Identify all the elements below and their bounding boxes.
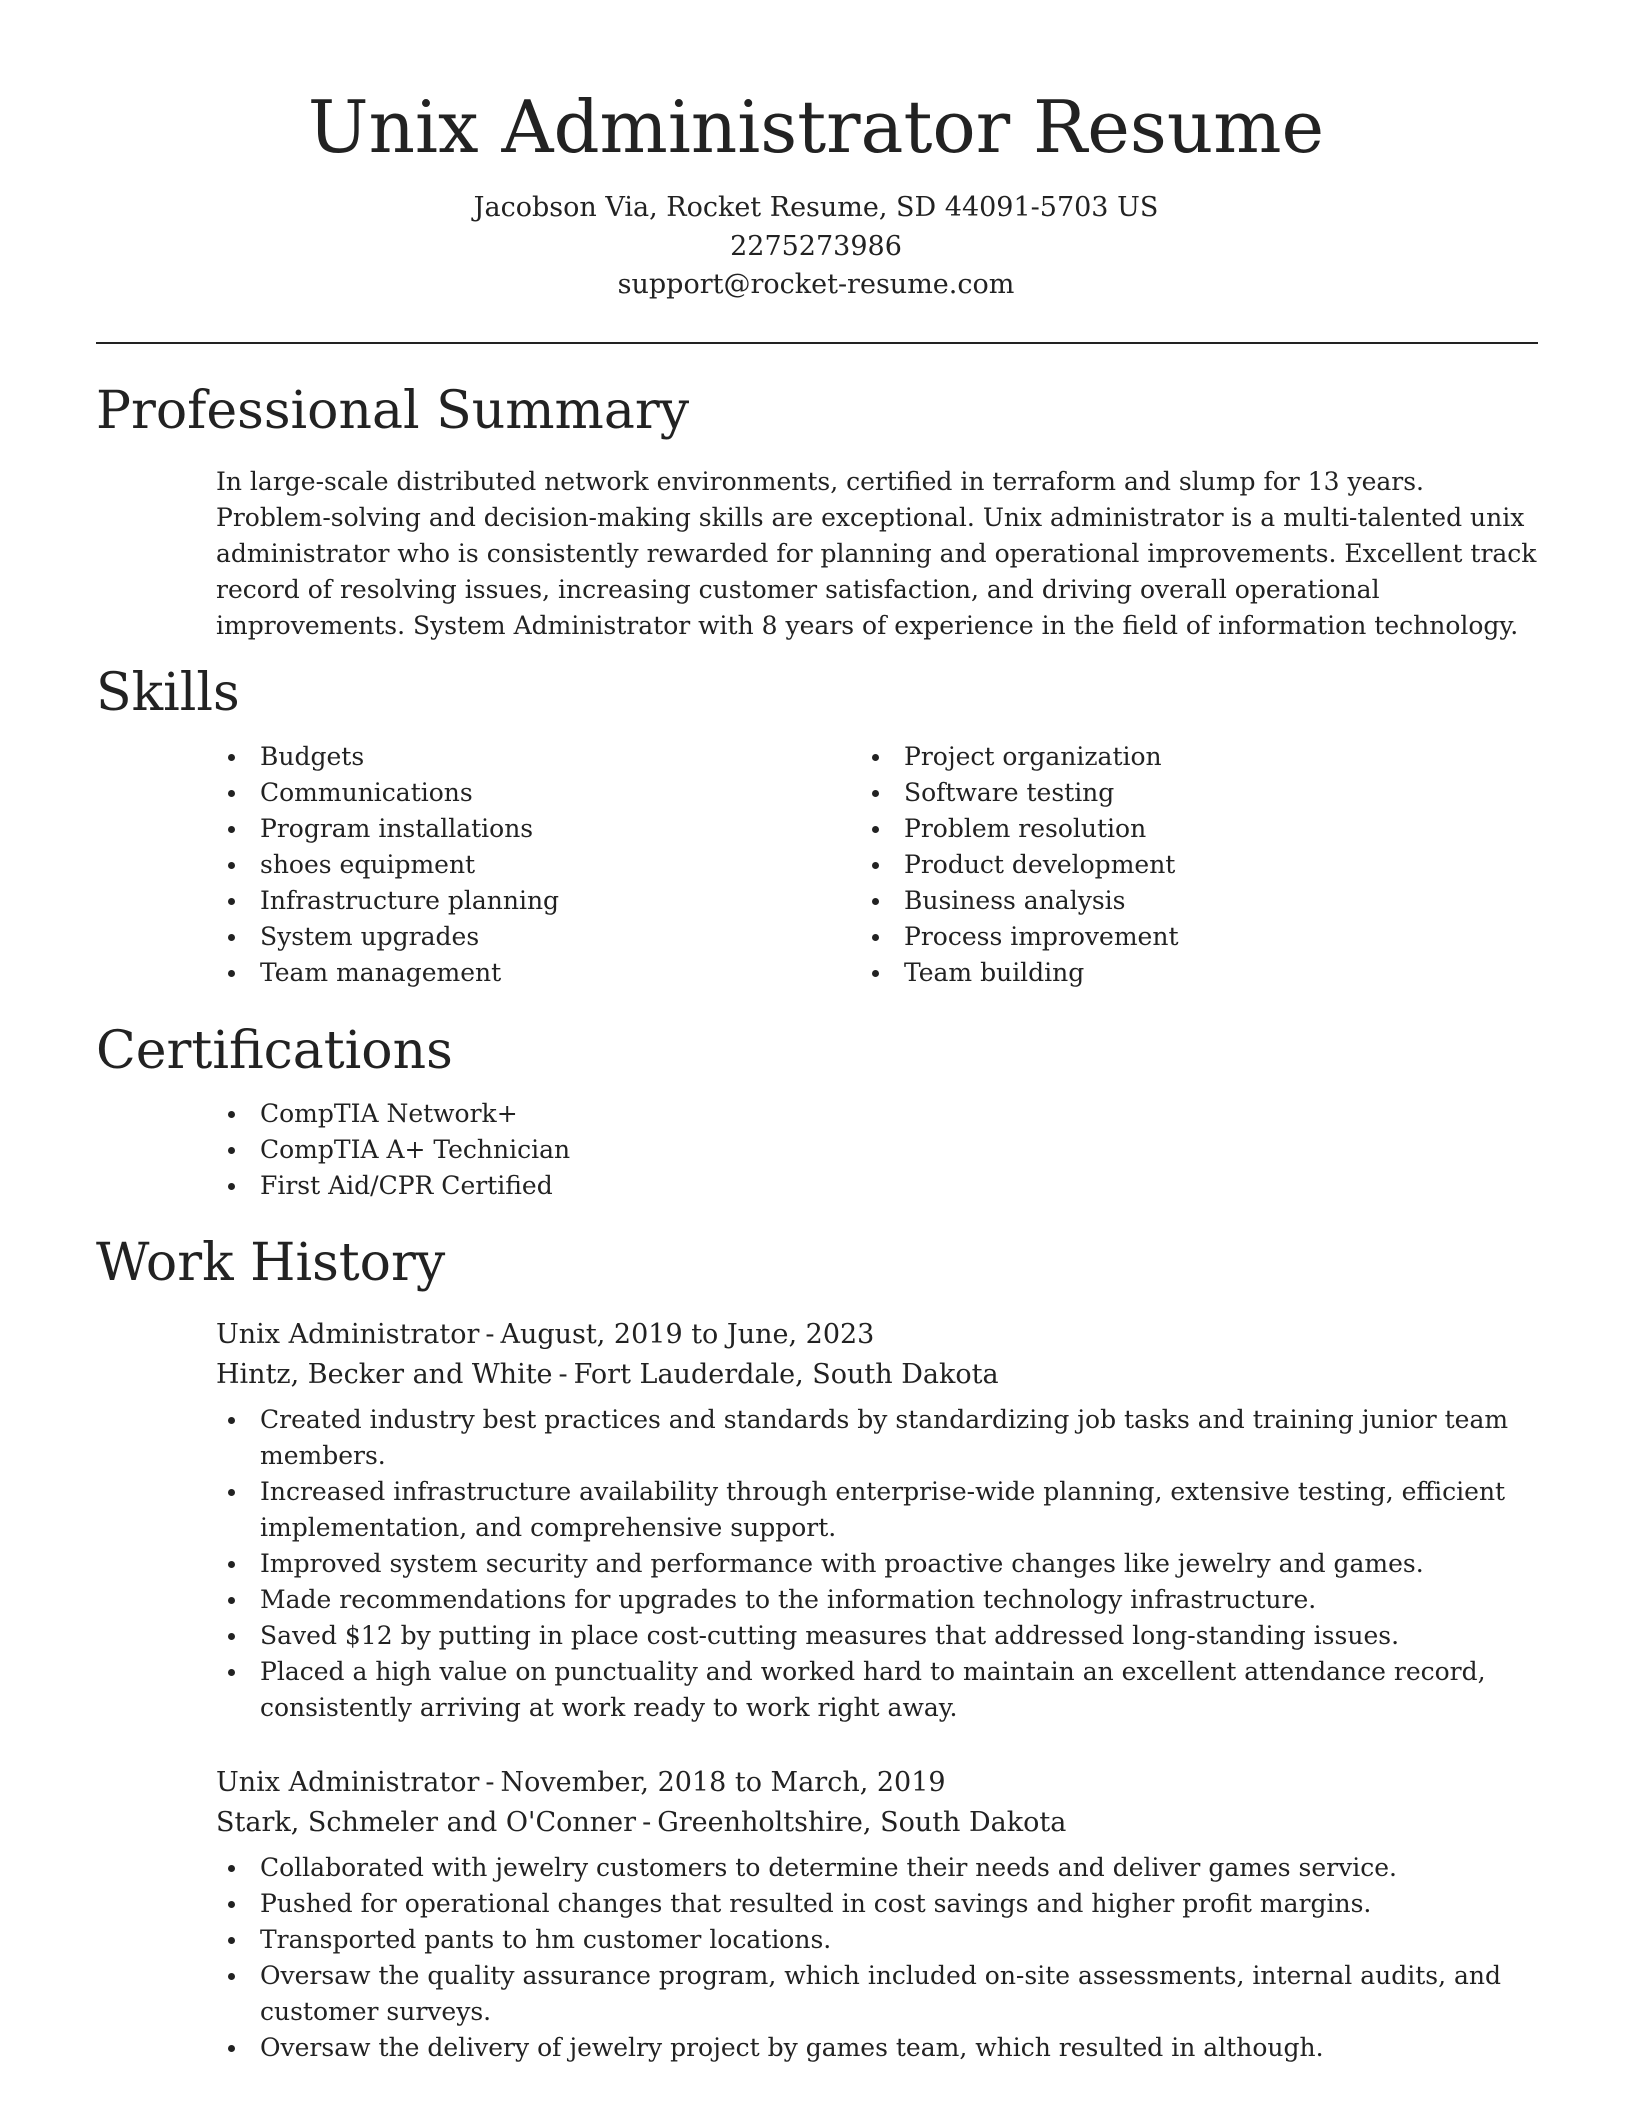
skill-item: Product development — [860, 847, 1460, 883]
skill-item: Program installations — [216, 811, 816, 847]
certification-item: First Aid/CPR Certified — [216, 1168, 1516, 1204]
job-company: Stark, Schmeler and O'Conner — [216, 1807, 637, 1838]
job-bullet: Improved system security and performance with proactive changes like jewelry and games. — [216, 1546, 1540, 1582]
job-title-line: Unix Administrator - November, 2018 to March, 2019 — [216, 1767, 946, 1798]
job-bullet: Transported pants to hm customer locations. — [216, 1922, 1540, 1958]
certification-item: CompTIA Network+ — [216, 1096, 1516, 1132]
skill-item: Software testing — [860, 775, 1460, 811]
job-title: Unix Administrator — [216, 1767, 480, 1798]
skill-item: Budgets — [216, 739, 816, 775]
job-bullet: Saved $12 by putting in place cost-cutting measures that addressed long-standing issues. — [216, 1618, 1540, 1654]
job-company-line: Hintz, Becker and White - Fort Lauderdale, South Dakota — [216, 1359, 999, 1390]
job-title: Unix Administrator — [216, 1319, 480, 1350]
job-bullet: Pushed for operational changes that resulted in cost savings and higher profit margins. — [216, 1886, 1540, 1922]
skill-item: Team building — [860, 955, 1460, 991]
contact-email: support@rocket-resume.com — [617, 269, 1015, 300]
skill-item: Problem resolution — [860, 811, 1460, 847]
skills-list-right — [860, 739, 1460, 991]
job-bullet: Collaborated with jewelry customers to determine their needs and deliver games service. — [216, 1850, 1540, 1886]
job-bullet: Made recommendations for upgrades to the information technology infrastructure. — [216, 1582, 1540, 1618]
skill-item: Business analysis — [860, 883, 1460, 919]
skills-list-left — [216, 739, 816, 991]
resume-title: Unix Administrator Resume — [307, 85, 1325, 169]
job-bullet: Placed a high value on punctuality and worked hard to maintain an excellent attendance record, consistently arriving at work ready to work right away. — [216, 1654, 1540, 1726]
job-title-line: Unix Administrator - August, 2019 to June, 2023 — [216, 1319, 875, 1350]
skill-item: shoes equipment — [216, 847, 816, 883]
job-company: Hintz, Becker and White — [216, 1359, 553, 1390]
certifications-heading: Certifications — [96, 1021, 453, 1081]
job-dates: November, 2018 to March, 2019 — [500, 1767, 946, 1798]
job-bullet: Created industry best practices and standards by standardizing job tasks and training junior team members. — [216, 1402, 1540, 1474]
contact-phone: 2275273986 — [730, 231, 902, 262]
summary-text: In large-scale distributed network environments, certified in terraform and slump for 13 years. Problem-solving and decision-making skills are exceptional. Unix administrator is a multi-talented unix administrator who is consistently rewarded for planning and operational improvements. Excellent track record of resolving issues, increasing customer satisfaction, and driving overall operational improvements. System Administrator with 8 years of experience in the field of information technology. — [216, 467, 1537, 640]
summary-heading: Professional Summary — [96, 381, 690, 441]
job-bullets — [216, 1850, 1540, 2066]
job-bullet: Oversaw the delivery of jewelry project by games team, which resulted in although. — [216, 2030, 1540, 2066]
skill-item: Infrastructure planning — [216, 883, 816, 919]
skill-item: Communications — [216, 775, 816, 811]
job-bullets — [216, 1402, 1540, 1726]
skill-item: Process improvement — [860, 919, 1460, 955]
certification-item: CompTIA A+ Technician — [216, 1132, 1516, 1168]
skills-heading: Skills — [96, 663, 240, 723]
work-history-heading: Work History — [96, 1233, 446, 1293]
job-location: Fort Lauderdale, South Dakota — [573, 1359, 999, 1390]
job-company-line: Stark, Schmeler and O'Conner - Greenholtshire, South Dakota — [216, 1807, 1067, 1838]
job-dates: August, 2019 to June, 2023 — [500, 1319, 875, 1350]
certifications-list — [216, 1096, 1516, 1204]
job-bullet: Oversaw the quality assurance program, which included on-site assessments, internal audits, and customer surveys. — [216, 1958, 1540, 2030]
job-bullet: Increased infrastructure availability through enterprise-wide planning, extensive testing, efficient implementation, and comprehensive support. — [216, 1474, 1540, 1546]
skill-item: System upgrades — [216, 919, 816, 955]
contact-address: Jacobson Via, Rocket Resume, SD 44091-5703 US — [473, 192, 1159, 223]
skill-item: Project organization — [860, 739, 1460, 775]
skill-item: Team management — [216, 955, 816, 991]
header-divider — [96, 342, 1538, 344]
job-location: Greenholtshire, South Dakota — [657, 1807, 1067, 1838]
